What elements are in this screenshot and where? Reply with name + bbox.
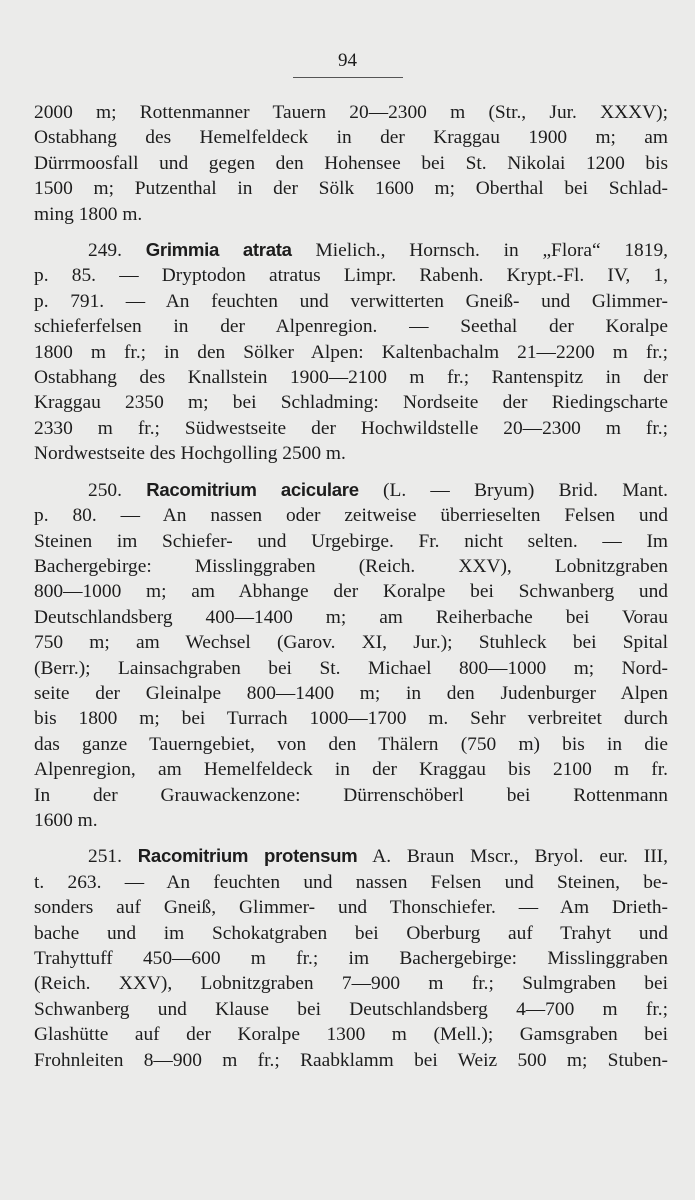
text-line: seite der Gleinalpe 800—1400 m; in den Judenburger Alpen <box>34 682 668 704</box>
text-line: das ganze Tauerngebiet, von den Thälern (750 m) bis in die <box>34 733 668 755</box>
text-line: Bachergebirge: Misslinggraben (Reich. XXV), Lobnitzgraben <box>34 555 668 577</box>
text-line: 800—1000 m; am Abhange der Koralpe bei Schwanberg und <box>34 581 668 603</box>
species-name: Racomitrium protensum <box>137 845 358 867</box>
text-line: bis 1800 m; bei Turrach 1000—1700 m. Sehr verbreitet durch <box>34 708 668 730</box>
text-line: Frohnleiten 8—900 m fr.; Raabklamm bei Weiz 500 m; Stuben- <box>34 1049 668 1071</box>
text-line: schieferfelsen in der Alpenregion. — Seethal der Koralpe <box>34 316 668 338</box>
text-line: Trahyttuff 450—600 m fr.; im Bachergebirge: Misslinggraben <box>34 948 668 969</box>
entry-heading-line <box>34 477 668 503</box>
citation: A. Braun Mscr., Bryol. eur. III, <box>357 846 668 868</box>
text-line: Dürrmoosfall und gegen den Hohensee bei St. Nikolai 1200 bis <box>34 152 668 174</box>
text-line: Steinen im Schiefer- und Urgebirge. Fr. nicht selten. — Im <box>34 530 668 552</box>
entry-heading-line <box>34 843 668 869</box>
page-body <box>34 100 668 1073</box>
paragraph-continuation <box>34 100 668 227</box>
text-line: 2000 m; Rottenmanner Tauern 20—2300 m (Str., Jur. XXXV); <box>34 102 668 123</box>
text-line: Alpenregion, am Hemelfeldeck in der Kraggau bis 2100 m fr. <box>34 759 668 781</box>
citation: Mielich., Hornsch. in „Flora“ 1819, <box>291 240 668 262</box>
text-line: Nordwestseite des Hochgolling 2500 m. <box>34 443 346 465</box>
text-line: 2330 m fr.; Südwestseite der Hochwildstelle 20—2300 m fr.; <box>34 417 668 439</box>
text-line: t. 263. — An feuchten und nassen Felsen und Steinen, be- <box>34 871 668 893</box>
text-line: 1800 m fr.; in den Sölker Alpen: Kaltenbachalm 21—2200 m fr.; <box>34 341 668 363</box>
text-line: p. 85. — Dryptodon atratus Limpr. Rabenh. Krypt.-Fl. IV, 1, <box>34 265 668 287</box>
text-line: Deutschlandsberg 400—1400 m; am Reiherbache bei Vorau <box>34 606 668 628</box>
text-line: p. 80. — An nassen oder zeitweise überrieselten Felsen und <box>34 505 668 527</box>
text-line: p. 791. — An feuchten und verwitterten Gneiß- und Glimmer- <box>34 290 668 312</box>
species-name: Racomitrium aciculare <box>146 478 359 500</box>
text-line: 1600 m. <box>34 809 98 831</box>
text-line: Ostabhang des Hemelfeldeck in der Kraggau 1900 m; am <box>34 127 668 149</box>
text-line: sonders auf Gneiß, Glimmer- und Thonschiefer. — Am Drieth- <box>34 897 668 919</box>
text-line: ming 1800 m. <box>34 203 143 225</box>
text-line: Schwanberg und Klause bei Deutschlandsberg 4—700 m fr.; <box>34 998 668 1020</box>
entry-251 <box>34 843 668 1073</box>
entry-heading-line <box>34 237 668 263</box>
text-line: 1500 m; Putzenthal in der Sölk 1600 m; Oberthal bei Schlad- <box>34 178 668 200</box>
text-line: 750 m; am Wechsel (Garov. XI, Jur.); Stuhleck bei Spital <box>34 632 668 654</box>
page-number: 94 <box>338 50 357 71</box>
text-line: Glashütte auf der Koralpe 1300 m (Mell.); Gamsgraben bei <box>34 1024 668 1046</box>
header-rule <box>293 77 403 78</box>
entry-249 <box>34 237 668 467</box>
text-line: Ostabhang des Knallstein 1900—2100 m fr.; Rantenspitz in der <box>34 367 668 389</box>
citation: (L. — Bryum) Brid. Mant. <box>358 479 668 501</box>
text-line: (Reich. XXV), Lobnitzgraben 7—900 m fr.; Sulmgraben bei <box>34 973 668 995</box>
entry-number: 250. <box>88 479 122 501</box>
text-line: bache und im Schokatgraben bei Oberburg auf Trahyt und <box>34 922 668 944</box>
entry-number: 251. <box>88 846 122 868</box>
text-line: In der Grauwackenzone: Dürrenschöberl bei Rottenmann <box>34 784 668 806</box>
entry-number: 249. <box>88 240 122 262</box>
entry-250 <box>34 477 668 834</box>
text-line: Kraggau 2350 m; bei Schladming: Nordseite der Riedingscharte <box>34 392 668 414</box>
species-name: Grimmia atrata <box>145 239 292 261</box>
text-line: (Berr.); Lainsachgraben bei St. Michael 800—1000 m; Nord- <box>34 657 668 679</box>
